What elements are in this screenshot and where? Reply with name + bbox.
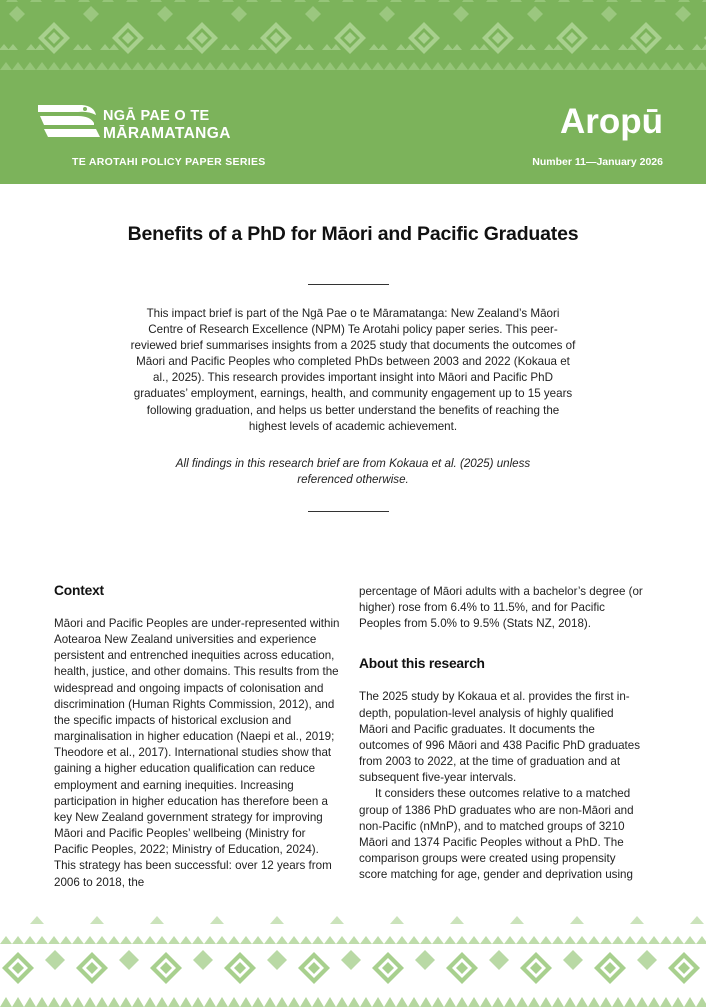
about-paragraph-1: The 2025 study by Kokaua et al. provides the first in-depth, population-level analysis of highly qualified Māori and Pacific graduates. It documents the outcomes of 996 Māori and 438 Pacific PhD graduates from 2003 to 2022, at the time of graduation and at subsequent five-year intervals. — [359, 690, 640, 785]
divider-top — [308, 284, 389, 285]
header-banner — [0, 0, 706, 184]
context-continued: percentage of Māori adults with a bachelor’s degree (or higher) rose from 6.4% to 11.5%, and for Pacific Peoples from 5.0% to 9.5% (Stats NZ, 2018). — [359, 585, 643, 631]
logo-text-line2: MĀRAMATANGA — [103, 125, 231, 142]
series-label: TE AROTAHI POLICY PAPER SERIES — [72, 156, 266, 168]
npm-logo — [38, 103, 268, 145]
right-column — [359, 584, 645, 883]
logo-text-line1: NGĀ PAE O TE — [103, 108, 210, 124]
about-paragraph-2: It considers these outcomes relative to a matched group of 1386 PhD graduates who are non-Māori and non-Pacific (nMnP), and to matched groups of 3210 Māori and 1374 Pacific Peoples without a PhD. The comparison groups were created using propensity score matching for age, gender and deprivation using — [359, 787, 634, 882]
intro-paragraph: This impact brief is part of the Ngā Pae o te Māramatanga: New Zealand’s Māori Centre of Research Excellence (NPM) Te Arotahi policy paper series. This peer-reviewed brief summarises insights from a 2025 study that documents the outcomes of Māori and Pacific Peoples who completed PhDs between 2003 and 2022 (Kokaua et al., 2025). This research provides important insight into Māori and Pacific PhD graduates’ employment, earnings, health, and community engagement up to 15 years following graduation, and helps us better understand the benefits of reaching the highest levels of academic achievement. — [130, 307, 576, 433]
left-column — [54, 583, 340, 891]
divider-bottom — [308, 511, 389, 512]
page-title: Benefits of a PhD for Māori and Pacific Graduates — [127, 223, 579, 245]
context-heading: Context — [54, 583, 104, 598]
logo-mark-icon — [38, 103, 100, 141]
findings-note: All findings in this research brief are from Kokaua et al. (2025) unless referenced otherwise. — [175, 457, 531, 487]
about-heading: About this research — [359, 656, 485, 672]
context-body: Māori and Pacific Peoples are under-represented within Aotearoa New Zealand universities and experience persistent and entrenched inequities across education, health, justice, and other domains. This results from the widespread and ongoing impacts of colonisation and discrimination (Human Rights Commission, 2012), and the specific impacts of historical exclusion and marginalisation in higher education (Naepi et al., 2019; Theodore et al., 2017). International studies show that gaining a higher education qualification can reduce employment and earning inequities. Increasing participation in higher education has therefore been a key New Zealand government strategy for improving Māori and Pacific Peoples’ wellbeing (Ministry for Pacific Peoples, 2022; Ministry of Education, 2024). This strategy has been successful: over 12 years from 2006 to 2018, the — [54, 617, 340, 889]
issue-label: Number 11—January 2026 — [532, 156, 663, 168]
brand-title: Aropū — [559, 102, 663, 141]
footer-pattern — [0, 912, 706, 1007]
